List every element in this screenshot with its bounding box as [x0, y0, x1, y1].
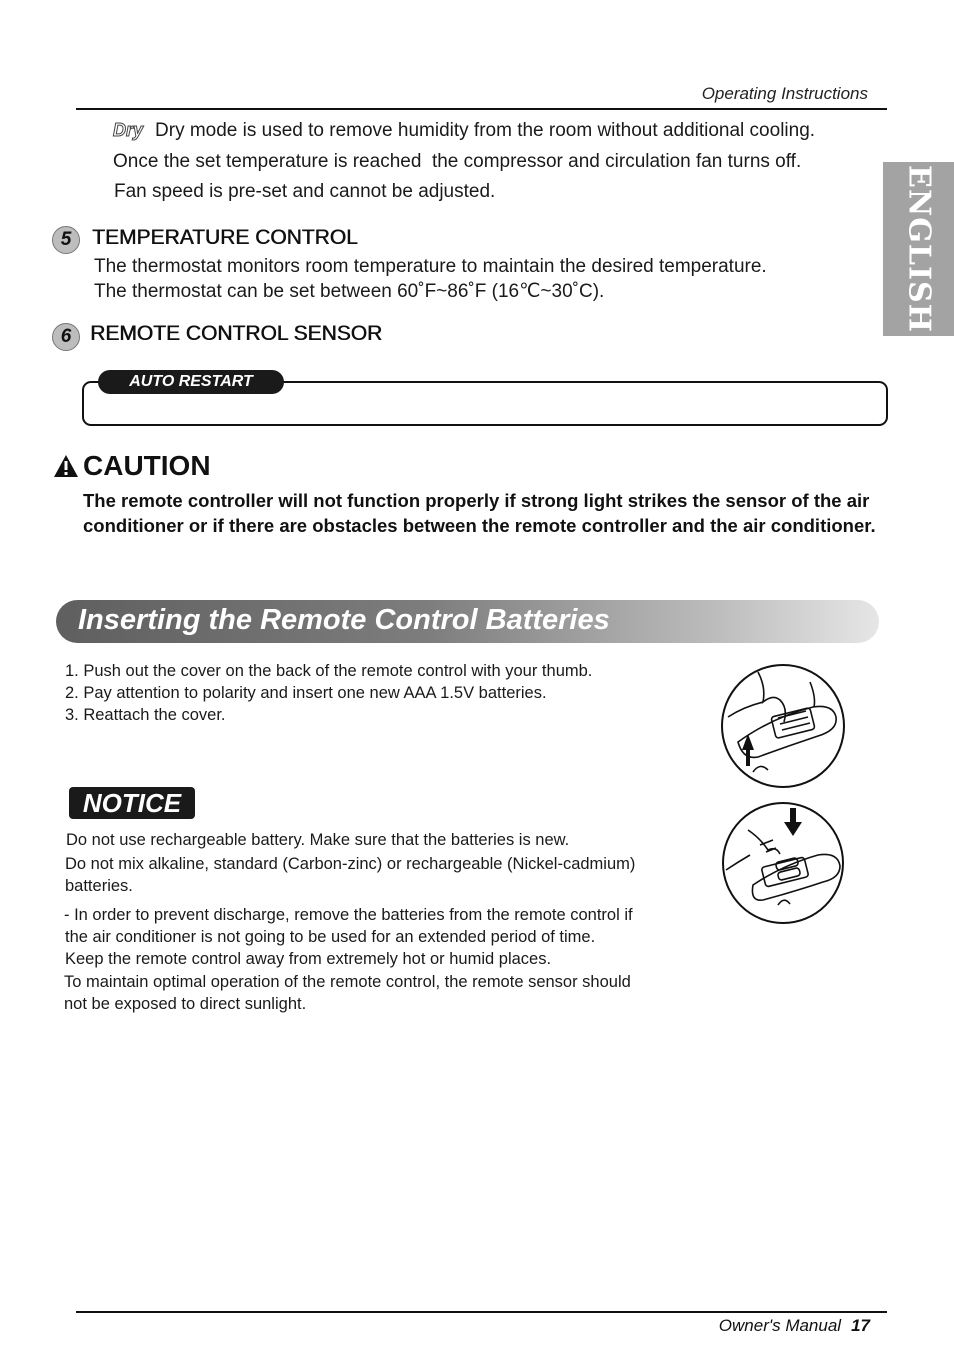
- dry-mode-text-2: Once the set temperature is reached the compressor and circulation fan turns off.: [113, 151, 802, 172]
- footer-manual-label: Owner's Manual: [718, 1316, 842, 1335]
- language-tab: [883, 162, 954, 336]
- notice-line: Keep the remote control away from extremely hot or humid places.: [65, 950, 552, 968]
- auto-restart-label: AUTO RESTART: [98, 370, 284, 394]
- footer-rule: [76, 1311, 887, 1313]
- warning-triangle-icon: [53, 454, 79, 478]
- caution-heading: [53, 450, 211, 482]
- battery-steps-list: [65, 660, 592, 726]
- notice-line: Do not use rechargeable battery. Make sure that the batteries is new.: [66, 831, 570, 849]
- insert-batteries-illustration: [718, 800, 848, 926]
- dry-mode-line-1: [113, 120, 815, 142]
- remove-cover-illustration: [718, 662, 848, 790]
- dry-mode-text-3: Fan speed is pre-set and cannot be adjusted.: [114, 181, 496, 202]
- caution-text-line-2: conditioner or if there are obstacles between the remote controller and the air conditioner.: [83, 515, 876, 536]
- temperature-control-text-2: The thermostat can be set between 60˚F~86˚F (16℃~30˚C).: [94, 281, 605, 302]
- section-title-temperature-control: TEMPERATURE CONTROL: [92, 226, 358, 249]
- notice-line: To maintain optimal operation of the remote control, the remote sensor should: [64, 973, 631, 991]
- notice-line: - In order to prevent discharge, remove the batteries from the remote control if: [64, 906, 633, 924]
- batteries-section-banner: [56, 600, 879, 643]
- header-rule: [76, 108, 887, 110]
- notice-line: Do not mix alkaline, standard (Carbon-zinc) or rechargeable (Nickel-cadmium): [65, 855, 636, 873]
- footer: [719, 1316, 870, 1336]
- dry-mode-text-1: Dry mode is used to remove humidity from the room without additional cooling.: [155, 120, 816, 141]
- caution-text-line-1: The remote controller will not function properly if strong light strikes the sensor of the air: [83, 490, 870, 511]
- temperature-control-text-1: The thermostat monitors room temperature to maintain the desired temperature.: [94, 256, 767, 277]
- notice-title: NOTICE: [82, 788, 182, 818]
- caution-title: CAUTION: [83, 450, 211, 481]
- section-number-badge: 6: [52, 323, 80, 351]
- notice-badge: [69, 787, 195, 819]
- batteries-section-title: Inserting the Remote Control Batteries: [78, 604, 610, 636]
- caution-text: [83, 488, 876, 538]
- language-tab-label: ENGLISH: [901, 164, 936, 334]
- notice-line: not be exposed to direct sunlight.: [64, 995, 307, 1013]
- section-title-remote-control-sensor: REMOTE CONTROL SENSOR: [90, 322, 383, 345]
- page-number: 17: [851, 1316, 870, 1335]
- header-section-label: Operating Instructions: [701, 84, 868, 103]
- notice-line: the air conditioner is not going to be used for an extended period of time.: [65, 928, 596, 946]
- dry-mode-label: Dry: [113, 120, 144, 140]
- notice-line: batteries.: [65, 877, 133, 895]
- battery-step: 1. Push out the cover on the back of the remote control with your thumb.: [65, 662, 593, 680]
- battery-step: 2. Pay attention to polarity and insert one new AAA 1.5V batteries.: [65, 684, 547, 702]
- battery-step: 3. Reattach the cover.: [65, 706, 226, 724]
- section-number-badge: 5: [52, 226, 80, 254]
